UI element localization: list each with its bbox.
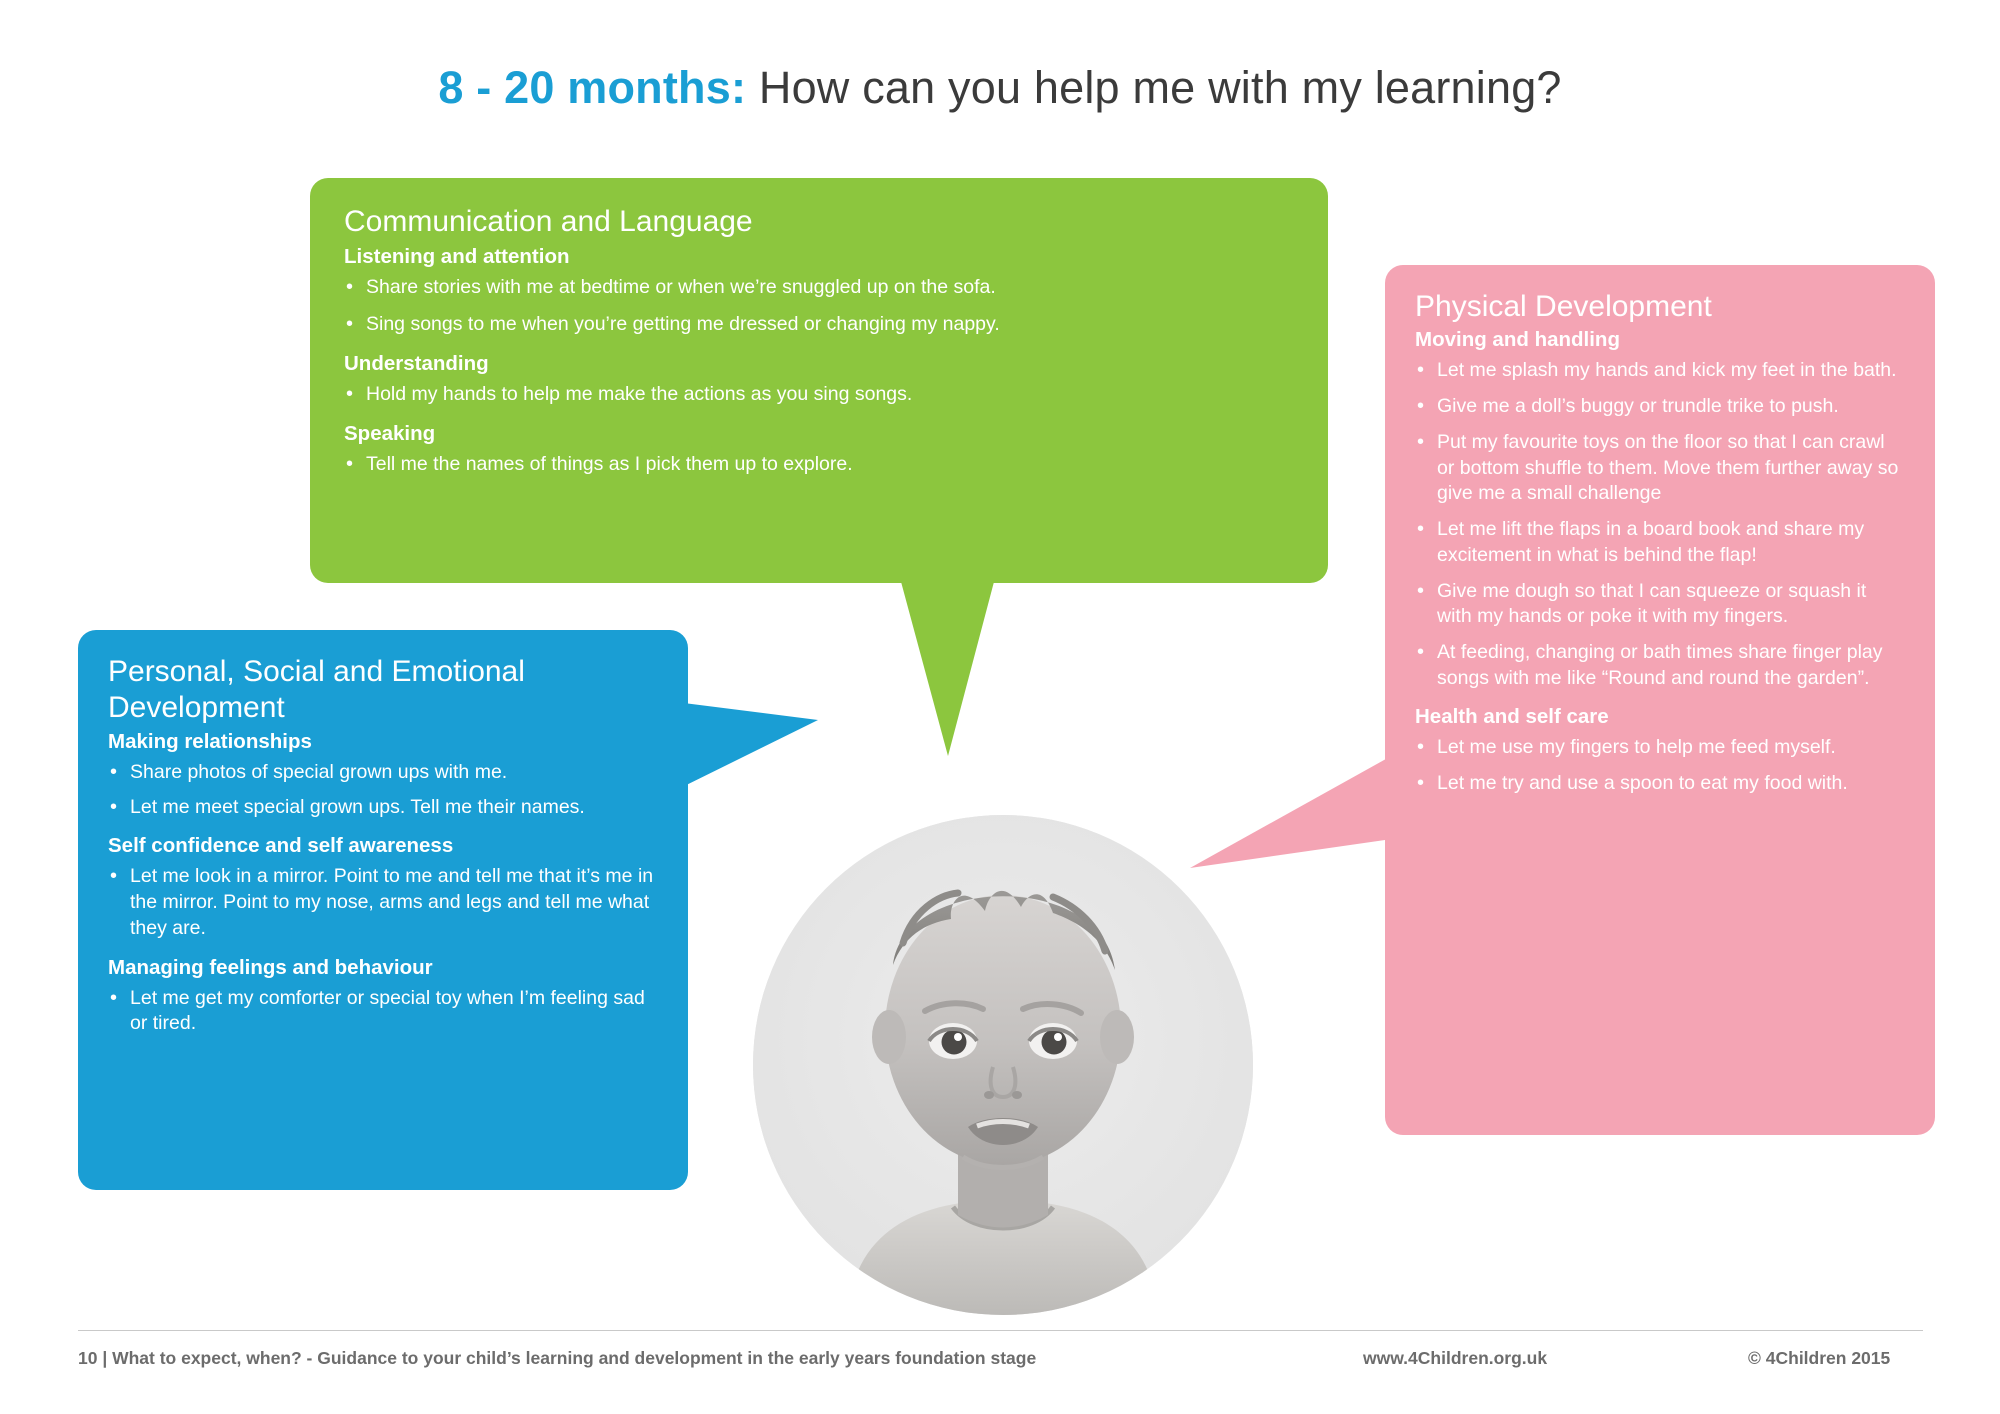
page-title xyxy=(0,62,2000,114)
list-item: • Let me use my fingers to help me feed myself. xyxy=(1415,735,1905,761)
list-moving-and-handling xyxy=(1415,358,1905,691)
list-managing-feelings xyxy=(108,986,658,1037)
list-item: • Tell me the names of things as I pick them up to explore. xyxy=(344,452,1294,478)
subheading-health-and-self-care: Health and self care xyxy=(1415,705,1609,729)
card-physical-development xyxy=(1385,265,1935,1135)
list-item: • Put my favourite toys on the floor so that I can crawl or bottom shuffle to them. Move them further away so give me a small challenge xyxy=(1415,430,1905,507)
list-item: • Give me dough so that I can squeeze or squash it with my hands or poke it with my fingers. xyxy=(1415,579,1905,630)
card-communication-and-language xyxy=(310,178,1328,583)
list-item: • Give me a doll’s buggy or trundle trike to push. xyxy=(1415,394,1905,420)
subheading-moving-and-handling: Moving and handling xyxy=(1415,328,1620,352)
list-understanding xyxy=(344,382,1294,408)
list-item: • Let me get my comforter or special toy when I’m feeling sad or tired. xyxy=(108,986,658,1037)
list-item: • Let me splash my hands and kick my feet in the bath. xyxy=(1415,358,1905,384)
speech-tail-communication xyxy=(900,578,1020,758)
list-item: • Let me lift the flaps in a board book and share my excitement in what is behind the flap! xyxy=(1415,517,1905,568)
list-item: • At feeding, changing or bath times share finger play songs with me like “Round and round the garden”. xyxy=(1415,640,1905,691)
footer-page-info: 10 | What to expect, when? - Guidance to your child’s learning and development in the early years foundation stage xyxy=(78,1348,1037,1368)
list-self-confidence xyxy=(108,864,658,941)
card-personal-social-emotional-development xyxy=(78,630,688,1190)
card-heading-psed: Personal, Social and Emotional Development xyxy=(108,655,525,724)
list-item: • Hold my hands to help me make the actions as you sing songs. xyxy=(344,382,1294,408)
card-heading-physical: Physical Development xyxy=(1415,290,1712,323)
subheading-self-confidence-and-self-awareness: Self confidence and self awareness xyxy=(108,834,454,858)
list-item: • Sing songs to me when you’re getting me dressed or changing my nappy. xyxy=(344,312,1294,338)
page-title-age-range: 8 - 20 months: xyxy=(438,62,747,113)
subheading-managing-feelings-and-behaviour: Managing feelings and behaviour xyxy=(108,955,433,979)
list-health-and-self-care xyxy=(1415,735,1905,796)
list-speaking xyxy=(344,452,1294,478)
baby-photo xyxy=(753,815,1253,1315)
subheading-understanding: Understanding xyxy=(344,351,489,375)
card-heading-communication: Communication and Language xyxy=(344,205,753,238)
list-item: • Let me meet special grown ups. Tell me their names. xyxy=(108,795,658,821)
baby-portrait-illustration xyxy=(753,815,1253,1315)
subheading-making-relationships: Making relationships xyxy=(108,730,312,753)
list-making-relationships xyxy=(108,760,658,820)
page-title-question: How can you help me with my learning? xyxy=(746,62,1562,113)
footer-copyright: © 4Children 2015 xyxy=(1748,1348,1891,1368)
list-item: • Share stories with me at bedtime or when we’re snuggled up on the sofa. xyxy=(344,275,1294,301)
list-item: • Share photos of special grown ups with me. xyxy=(108,760,658,786)
list-item: • Let me look in a mirror. Point to me and tell me that it’s me in the mirror. Point to my nose, arms and legs and tell me what they are. xyxy=(108,864,658,941)
subheading-listening-and-attention: Listening and attention xyxy=(344,245,570,269)
footer-website-link[interactable]: www.4Children.org.uk xyxy=(1363,1348,1548,1368)
list-listening-and-attention xyxy=(344,275,1294,337)
subheading-speaking: Speaking xyxy=(344,421,436,445)
footer-divider xyxy=(78,1330,1923,1331)
list-item: • Let me try and use a spoon to eat my food with. xyxy=(1415,771,1905,797)
